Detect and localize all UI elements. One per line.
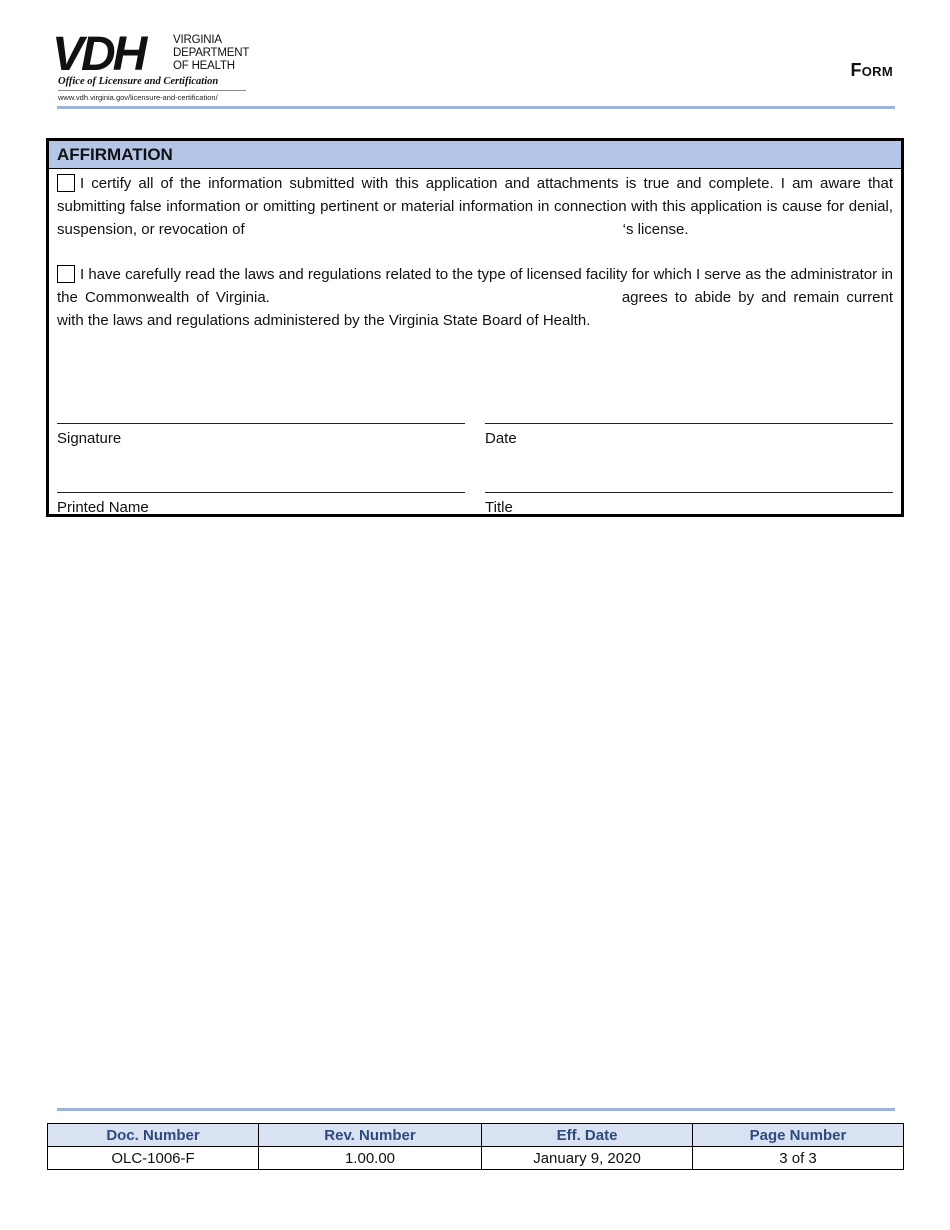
signature-line[interactable] <box>57 423 465 424</box>
name-title-row <box>57 492 893 518</box>
vdh-logo <box>52 28 252 106</box>
date-line[interactable] <box>485 423 893 424</box>
logo-url: www.vdh.virginia.gov/licensure-and-certification/ <box>58 93 218 102</box>
logo-vdh-letters: VDH <box>52 28 145 81</box>
certify-text: I certify all of the information submitted with this application and attachments is true and complete. I am aware that submitting false information or omitting pertinent or material information in connection with this application is cause for denial, suspension, or revocation of <box>57 175 893 238</box>
doc-number-header: Doc. Number <box>48 1124 259 1147</box>
printed-name-line[interactable] <box>57 492 465 493</box>
logo-office-name: Office of Licensure and Certification <box>58 76 219 87</box>
laws-paragraph <box>57 263 893 332</box>
logo-department-name <box>173 34 249 73</box>
affirmation-section <box>46 138 904 517</box>
table-row <box>48 1147 904 1170</box>
page-number-header: Page Number <box>693 1124 904 1147</box>
title-line[interactable] <box>485 492 893 493</box>
doc-number-value: OLC-1006-F <box>48 1147 259 1170</box>
footer-divider <box>57 1108 895 1111</box>
logo-dept-line: VIRGINIA <box>173 34 222 46</box>
certify-text-end: ‘s license. <box>622 221 689 238</box>
laws-text: I have carefully read the laws and regulations related to the type of licensed facility for which I serve as the administrator in the Commonwealth of Virginia. <box>57 266 893 306</box>
affirmation-body <box>49 169 901 332</box>
eff-date-value: January 9, 2020 <box>482 1147 693 1170</box>
certify-checkbox[interactable] <box>57 174 75 192</box>
eff-date-header: Eff. Date <box>482 1124 693 1147</box>
certify-paragraph <box>57 172 893 241</box>
affirmation-title: AFFIRMATION <box>49 141 901 169</box>
logo-dept-line: DEPARTMENT <box>173 47 250 59</box>
printed-name-label: Printed Name <box>57 499 149 516</box>
document-info-table <box>47 1123 904 1170</box>
laws-text-end: agrees to abide by and remain current with the laws and regulations administered by the Virginia State Board of Health. <box>57 289 894 329</box>
rev-number-header: Rev. Number <box>259 1124 482 1147</box>
table-header-row <box>48 1124 904 1147</box>
title-label: Title <box>485 499 513 516</box>
laws-checkbox[interactable] <box>57 265 75 283</box>
rev-number-value: 1.00.00 <box>259 1147 482 1170</box>
date-label: Date <box>485 430 517 447</box>
signature-row <box>57 423 893 449</box>
logo-dept-line: OF HEALTH <box>173 60 235 72</box>
signature-label: Signature <box>57 430 122 447</box>
page-number-value: 3 of 3 <box>693 1147 904 1170</box>
header-divider <box>57 106 895 109</box>
logo-divider <box>58 90 246 91</box>
form-label: Form <box>850 60 893 80</box>
